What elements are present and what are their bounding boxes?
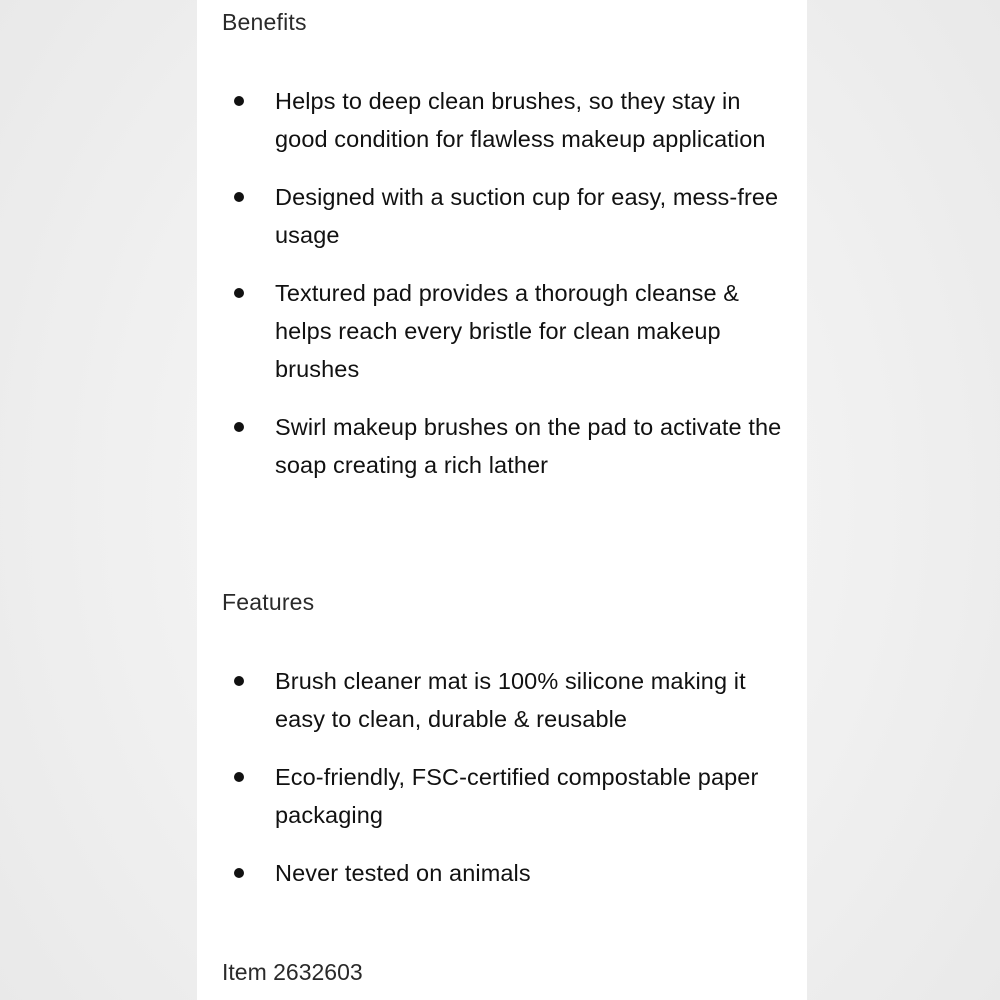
list-item <box>222 662 782 738</box>
list-item <box>222 408 782 484</box>
list-item-text: Eco-friendly, FSC-certified compostable paper packaging <box>275 764 759 828</box>
list-item-text: Brush cleaner mat is 100% silicone making it easy to clean, durable & reusable <box>275 668 746 732</box>
bullet-icon <box>234 192 244 202</box>
item-number: Item 2632603 <box>222 959 363 985</box>
bullet-icon <box>234 422 244 432</box>
list-item <box>222 82 782 158</box>
bullet-icon <box>234 676 244 686</box>
bullet-icon <box>234 288 244 298</box>
list-item <box>222 274 782 388</box>
list-item <box>222 758 782 834</box>
list-item-text: Helps to deep clean brushes, so they stay in good condition for flawless makeup application <box>275 88 766 152</box>
bullet-icon <box>234 96 244 106</box>
bullet-icon <box>234 772 244 782</box>
list-item <box>222 854 782 892</box>
features-heading: Features <box>222 589 315 615</box>
list-item-text: Designed with a suction cup for easy, mess-free usage <box>275 184 779 248</box>
list-item <box>222 178 782 254</box>
list-item-text: Textured pad provides a thorough cleanse & helps reach every bristle for clean makeup brushes <box>275 280 740 382</box>
bullet-icon <box>234 868 244 878</box>
features-list <box>222 662 782 892</box>
benefits-heading: Benefits <box>222 9 307 35</box>
list-item-text: Never tested on animals <box>275 860 531 886</box>
product-details-panel <box>197 0 807 1000</box>
benefits-list <box>222 82 782 484</box>
list-item-text: Swirl makeup brushes on the pad to activate the soap creating a rich lather <box>275 414 782 478</box>
